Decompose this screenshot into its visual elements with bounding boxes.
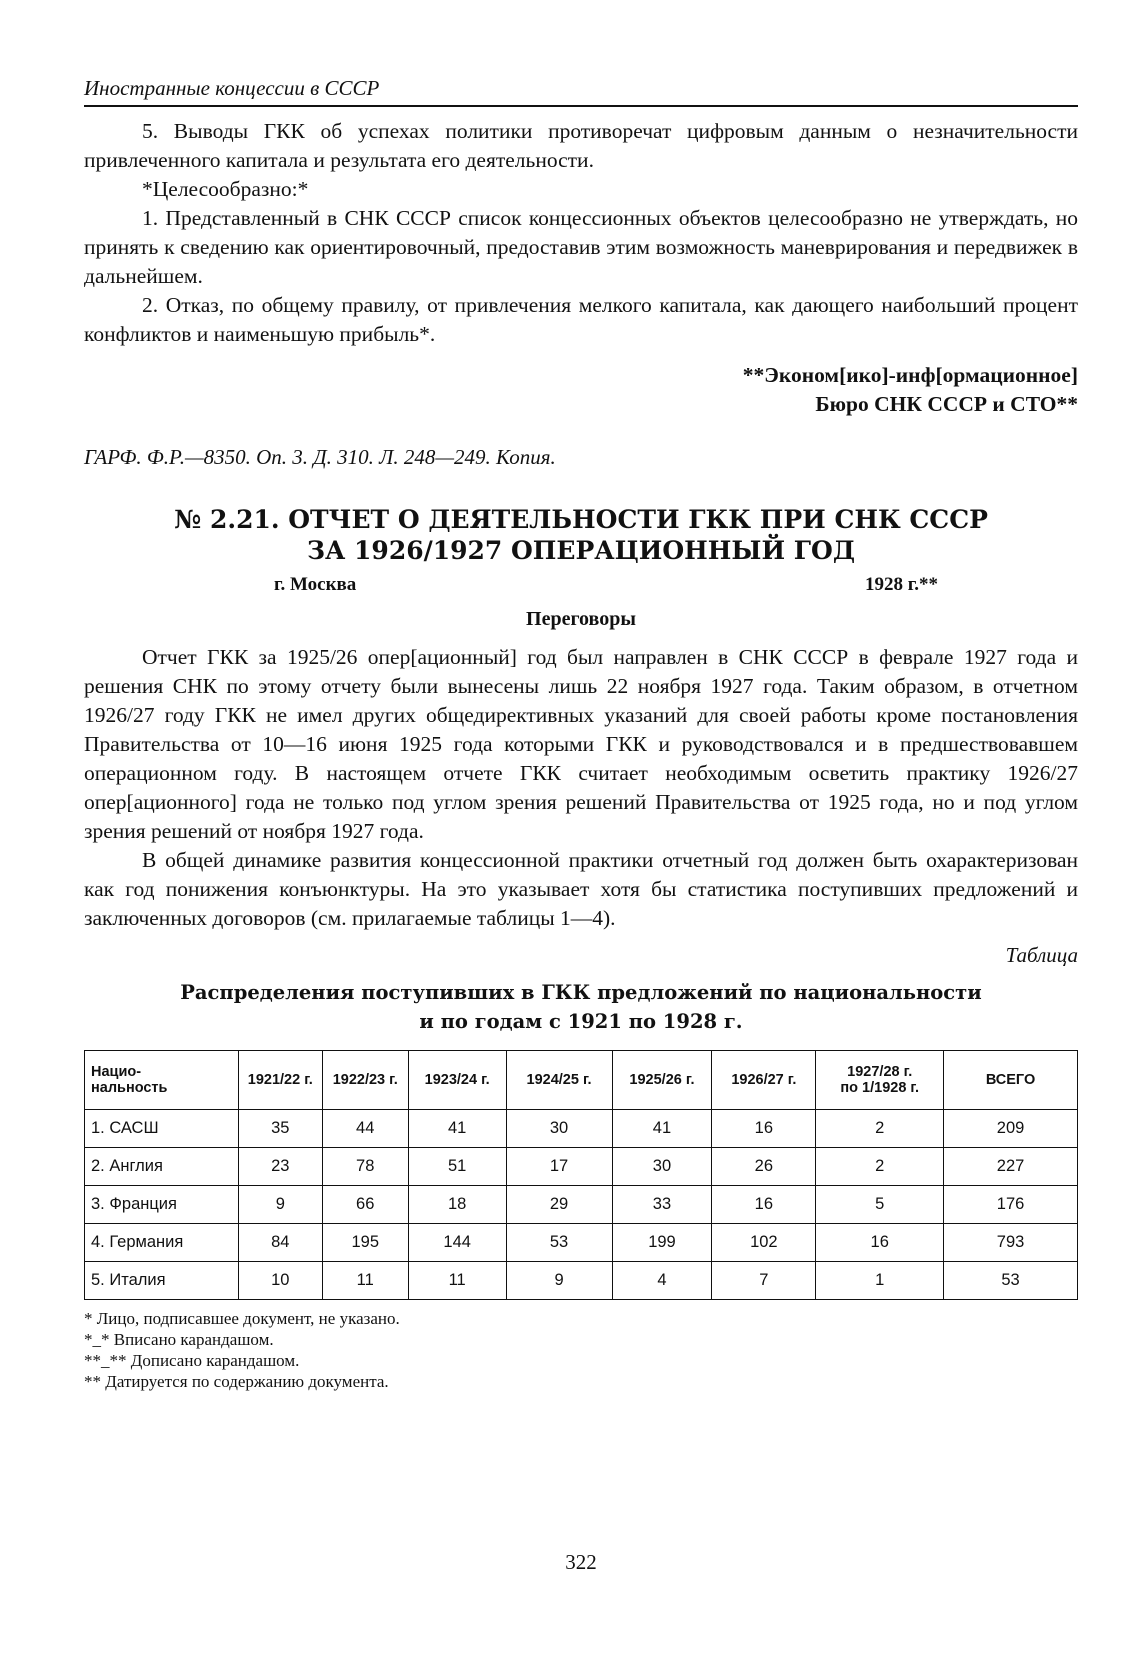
document-title [84,504,1078,566]
footnotes [84,1308,1078,1392]
cell-value: 2 [816,1148,944,1186]
header-total: ВСЕГО [944,1051,1078,1110]
cell-total: 53 [944,1262,1078,1300]
intro-paragraph: 5. Выводы ГКК об успехах политики противоречат цифровым данным о незначительности привлеченного капитала и результата его деятельности. [84,119,1078,172]
cell-value: 9 [238,1186,322,1224]
cell-value: 16 [712,1186,816,1224]
document-title-line-2: ЗА 1926/1927 ОПЕРАЦИОННЫЙ ГОД [306,536,856,565]
header-1921: 1921/22 г. [238,1051,322,1110]
cell-value: 144 [408,1224,506,1262]
cell-value: 33 [612,1186,712,1224]
cell-nation: 5. Италия [85,1262,239,1300]
table-title-line-1: Распределения поступивших в ГКК предложений по национальности [180,981,982,1004]
table-row [85,1262,1078,1300]
header-nationality: Нацио- нальность [85,1051,239,1110]
footnote: ** Датируется по содержанию документа. [84,1372,389,1391]
signature-line-1: **Эконом[ико]-инф[ормационное] [742,363,1078,387]
cell-value: 51 [408,1148,506,1186]
body-paragraph: Отчет ГКК за 1925/26 опер[ационный] год был направлен в СНК СССР в феврале 1927 года и решения СНК по этому отчету были вынесены лишь 22 ноября 1927 года. Таким образом, в отчетном 1926/27 году ГКК не имел других общедирективных указаний для своей работы кроме постановления Правительства от 10—16 июня 1925 года которыми ГКК и руководствовался и в предшествовавшем операционном году. В настоящем отчете ГКК считает необходимым осветить практику 1926/27 опер[ационного] года не только под углом зрения решений Правительства от 1925 года, но и под углом зрения решений от ноября 1927 года. [84,645,1078,843]
header-1923: 1923/24 г. [408,1051,506,1110]
cell-value: 16 [816,1224,944,1262]
cell-value: 30 [506,1110,612,1148]
cell-nation: 1. САСШ [85,1110,239,1148]
table-label: Таблица [1005,943,1078,967]
cell-nation: 3. Франция [85,1186,239,1224]
intro-section [84,117,1078,419]
table-row [85,1224,1078,1262]
cell-value: 18 [408,1186,506,1224]
cell-value: 35 [238,1110,322,1148]
cell-value: 5 [816,1186,944,1224]
cell-value: 66 [322,1186,408,1224]
cell-value: 23 [238,1148,322,1186]
cell-value: 16 [712,1110,816,1148]
cell-total: 209 [944,1110,1078,1148]
table-row [85,1186,1078,1224]
body-paragraph: В общей динамике развития концессионной практики отчетный год должен быть охарактеризован как год понижения конъюнктуры. На это указывает хотя бы статистика поступивших предложений и заключенных договоров (см. прилагаемые таблицы 1—4). [84,848,1078,930]
cell-value: 53 [506,1224,612,1262]
cell-value: 11 [408,1262,506,1300]
table-header-row [85,1051,1078,1110]
cell-value: 29 [506,1186,612,1224]
cell-nation: 2. Англия [85,1148,239,1186]
header-1924: 1924/25 г. [506,1051,612,1110]
cell-value: 2 [816,1110,944,1148]
table-row [85,1110,1078,1148]
document-page [84,40,1078,1660]
intro-paragraph: 1. Представленный в СНК СССР список концессионных объектов целесообразно не утверждать, но принять к сведению как ориентировочный, предоставив этим возможность маневрирования и передвижек в дальнейшем. [84,206,1078,288]
cell-value: 102 [712,1224,816,1262]
place-date-line [84,574,1078,602]
cell-value: 78 [322,1148,408,1186]
cell-total: 176 [944,1186,1078,1224]
cell-nation: 4. Германия [85,1224,239,1262]
cell-value: 84 [238,1224,322,1262]
cell-value: 30 [612,1148,712,1186]
header-1925: 1925/26 г. [612,1051,712,1110]
cell-value: 199 [612,1224,712,1262]
cell-value: 1 [816,1262,944,1300]
signature-line-2: Бюро СНК СССР и СТО** [815,392,1078,416]
footnote: *_* Вписано карандашом. [84,1330,274,1349]
intro-paragraph: 2. Отказ, по общему правилу, от привлечения мелкого капитала, как дающего наибольший процент конфликтов и наименьшую прибыль*. [84,293,1078,346]
document-title-line-1: № 2.21. ОТЧЕТ О ДЕЯТЕЛЬНОСТИ ГКК ПРИ СНК СССР [174,505,988,534]
cell-value: 11 [322,1262,408,1300]
document-date: 1928 г.** [865,574,938,595]
footnote: * Лицо, подписавшее документ, не указано. [84,1309,400,1328]
report-body [84,643,1078,933]
cell-value: 195 [322,1224,408,1262]
page-number: 322 [565,1550,597,1574]
cell-value: 17 [506,1148,612,1186]
cell-value: 44 [322,1110,408,1148]
cell-value: 9 [506,1262,612,1300]
table-row [85,1148,1078,1186]
section-heading: Переговоры [526,608,636,630]
table-title-line-2: и по годам с 1921 по 1928 г. [419,1010,743,1033]
cell-total: 793 [944,1224,1078,1262]
footnote: **_** Дописано карандашом. [84,1351,300,1370]
archive-source: ГАРФ. Ф.Р.—8350. Оп. 3. Д. 310. Л. 248—249. Копия. [84,445,556,469]
cell-value: 41 [612,1110,712,1148]
cell-total: 227 [944,1148,1078,1186]
header-1922: 1922/23 г. [322,1051,408,1110]
table-title [84,978,1078,1036]
cell-value: 7 [712,1262,816,1300]
running-header: Иностранные концессии в СССР [84,40,1078,107]
cell-value: 41 [408,1110,506,1148]
document-place: г. Москва [274,574,357,595]
cell-value: 10 [238,1262,322,1300]
cell-value: 26 [712,1148,816,1186]
header-1926: 1926/27 г. [712,1051,816,1110]
intro-paragraph: *Целесообразно:* [142,177,309,201]
header-1927: 1927/28 г. по 1/1928 г. [816,1051,944,1110]
cell-value: 4 [612,1262,712,1300]
nationality-table [84,1050,1078,1300]
